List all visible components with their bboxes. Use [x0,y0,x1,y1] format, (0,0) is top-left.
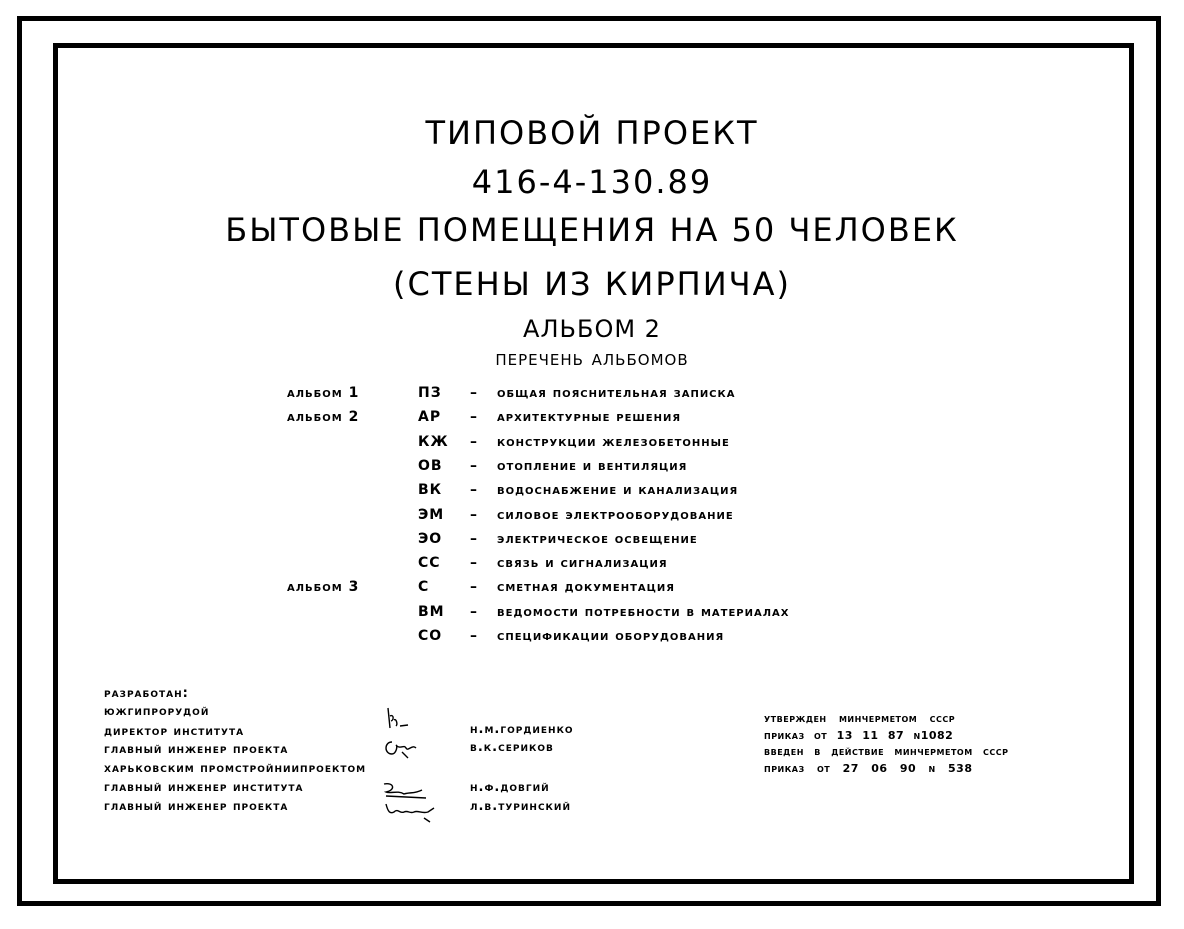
project-number: 416-4-130.89 [471,163,713,201]
signature-serikov [382,736,424,760]
album-code: СО [418,628,443,644]
org2-chief-proj-name: л.в.туринский [470,799,571,814]
org1-chief-role: главный инженер проекта [104,742,289,757]
album-code: С [418,579,430,595]
approval-line: утвержден минчерметом ссср [764,712,956,725]
album-code: СС [418,555,441,571]
album-dash: – [470,628,478,644]
album-title: спецификации оборудования [497,628,725,644]
enactment-line: введен в действие минчерметом ссср [764,745,1009,758]
org1-name: южгипрорудой [104,704,210,719]
album-code: ВМ [418,604,445,620]
album-dash: – [470,482,478,498]
album-code: ЭО [418,531,443,547]
org1-director-name: н.м.гордиенко [470,722,574,737]
org2-chief-inst-role: главный инженер института [104,780,304,795]
org2-chief-inst-name: н.ф.довгий [470,780,550,795]
album-dash: – [470,531,478,547]
enactment-order: приказ от 27 06 90 n 538 [764,762,973,775]
org2-name: харьковским промстройниипроектом [104,761,367,776]
album-code: ОВ [418,458,443,474]
album-title: водоснабжение и канализация [497,482,739,498]
album-title: общая пояснительная записка [497,385,736,401]
album-dash: – [470,579,478,595]
signature-gordienko [384,706,414,736]
approval-order: приказ от 13 11 87 n1082 [764,729,954,742]
album-title: сметная документация [497,579,675,595]
album-label: альбом 1 [287,385,360,401]
project-subtitle: (СТЕНЫ ИЗ КИРПИЧА) [393,265,791,303]
album-code: КЖ [418,434,449,450]
album-number: АЛЬБОМ 2 [523,315,661,343]
signature-turinsky [384,800,440,824]
album-title: электрическое освещение [497,531,698,547]
album-dash: – [470,409,478,425]
album-title: силовое электрооборудование [497,507,734,523]
album-title: конструкции железобетонные [497,434,730,450]
album-dash: – [470,385,478,401]
album-title: связь и сигнализация [497,555,668,571]
album-code: АР [418,409,442,425]
album-dash: – [470,507,478,523]
org2-chief-proj-role: главный инженер проекта [104,799,289,814]
org1-chief-name: в.к.сериков [470,740,554,755]
project-name: БЫТОВЫЕ ПОМЕЩЕНИЯ НА 50 ЧЕЛОВЕК [225,211,959,249]
album-label: альбом 3 [287,579,360,595]
album-dash: – [470,604,478,620]
album-dash: – [470,434,478,450]
album-code: ПЗ [418,385,442,401]
album-title: архитектурные решения [497,409,682,425]
album-title: отопление и вентиляция [497,458,688,474]
album-label: альбом 2 [287,409,360,425]
album-code: ВК [418,482,443,498]
org1-director-role: директор института [104,724,245,739]
project-type-title: ТИПОВОЙ ПРОЕКТ [425,114,759,152]
album-list-title: перечень альбомов [495,346,689,370]
album-dash: – [470,458,478,474]
album-title: ведомости потребности в материалах [497,604,790,620]
developed-by-label: разработан: [104,686,189,701]
album-dash: – [470,555,478,571]
album-code: ЭМ [418,507,445,523]
